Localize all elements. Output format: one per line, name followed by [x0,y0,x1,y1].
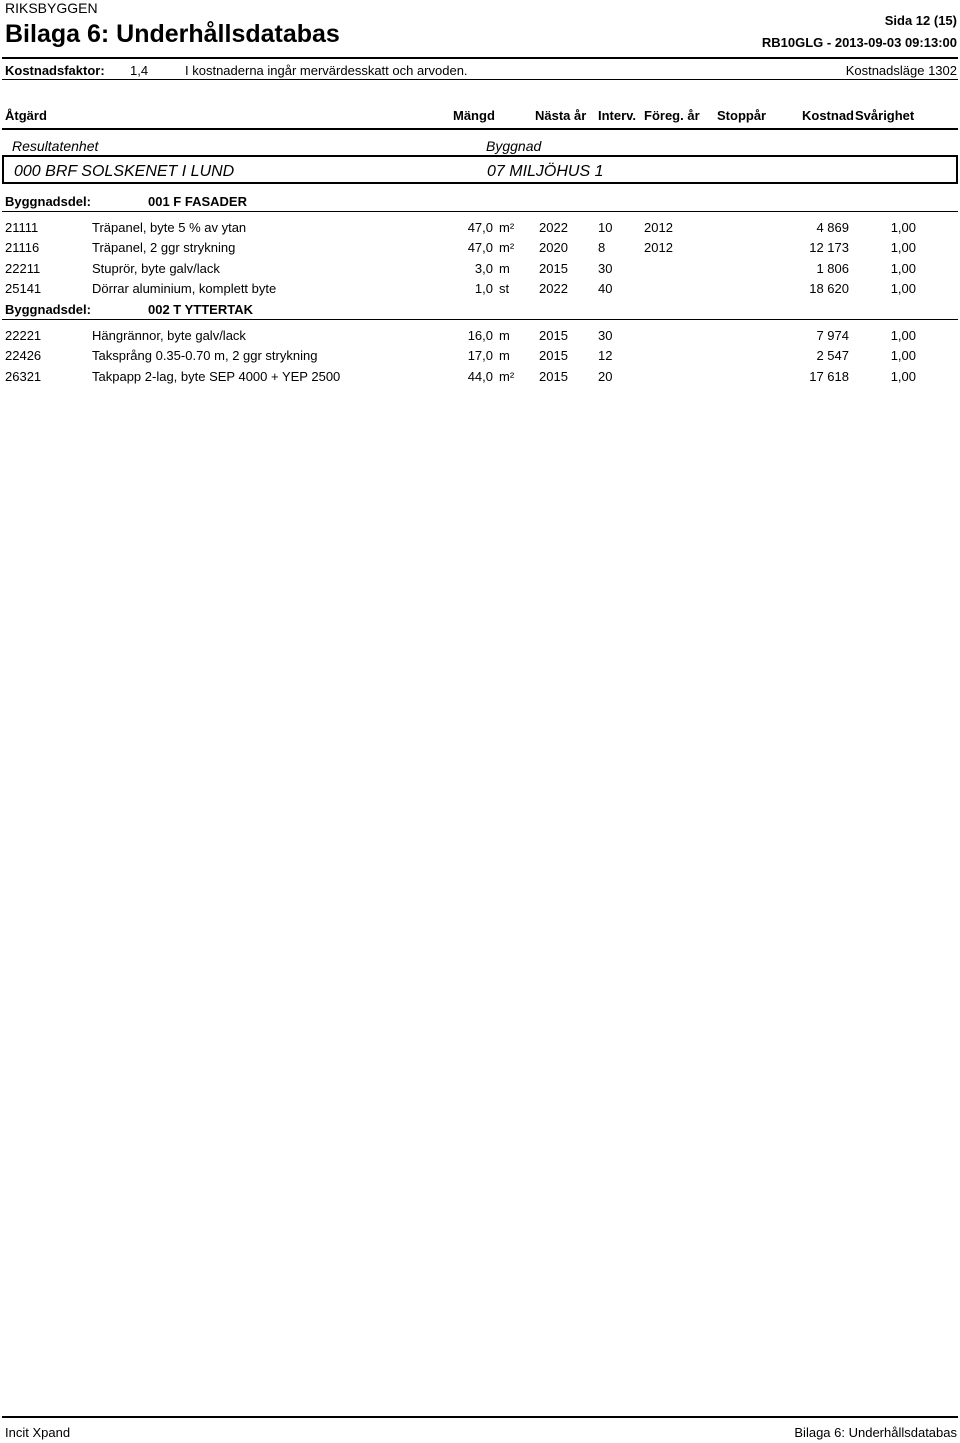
row-interval: 10 [598,220,613,235]
row-description: Takpapp 2-lag, byte SEP 4000 + YEP 2500 [92,369,341,384]
row-interval: 20 [598,369,613,384]
building-part-name: 001 F FASADER [148,194,247,209]
result-unit-box [2,155,958,184]
footer-left: Incit Xpand [5,1425,71,1440]
page-title: Bilaga 6: Underhållsdatabas [5,20,340,48]
table-row [0,369,960,389]
row-description: Dörrar aluminium, komplett byte [92,281,277,296]
row-cost: 7 974 [816,328,849,343]
row-next-year: 2022 [539,220,568,235]
row-difficulty: 1,00 [890,261,916,276]
row-unit: m [499,328,510,343]
row-code: 22426 [5,348,42,363]
result-unit-value: 000 BRF SOLSKENET I LUND [14,163,235,180]
cost-factor-value: 1,4 [130,63,149,78]
row-previous-year: 2012 [644,240,673,255]
cost-factor-label: Kostnadsfaktor: [5,63,105,78]
row-unit: m² [499,240,515,255]
row-description: Taksprång 0.35-0.70 m, 2 ggr strykning [92,348,318,363]
row-previous-year: 2012 [644,220,673,235]
row-quantity: 1,0 [474,281,493,296]
row-interval: 30 [598,328,613,343]
row-next-year: 2015 [539,328,568,343]
row-code: 22221 [5,328,42,343]
row-difficulty: 1,00 [890,348,916,363]
column-header-atgard: Åtgärd [5,108,47,123]
row-difficulty: 1,00 [890,369,916,384]
section-divider [2,211,958,212]
page-number: Sida 12 (15) [884,13,957,28]
column-header-nasta-ar: Nästa år [535,108,587,123]
row-description: Träpanel, 2 ggr strykning [92,240,236,255]
row-cost: 1 806 [816,261,849,276]
row-unit: m [499,261,510,276]
row-next-year: 2015 [539,369,568,384]
building-label: Byggnad [486,138,542,154]
row-quantity: 44,0 [467,369,493,384]
row-cost: 4 869 [816,220,849,235]
row-difficulty: 1,00 [890,328,916,343]
cost-level: Kostnadsläge 1302 [845,63,957,78]
row-unit: m² [499,369,515,384]
building-value: 07 MILJÖHUS 1 [487,163,604,180]
row-cost: 18 620 [809,281,849,296]
row-next-year: 2015 [539,348,568,363]
row-description: Hängrännor, byte galv/lack [92,328,246,343]
building-part-label: Byggnadsdel: [5,194,91,209]
table-row [0,328,960,348]
header-divider [2,57,958,59]
report-id: RB10GLG - 2013-09-03 09:13:00 [761,35,957,50]
row-cost: 2 547 [816,348,849,363]
table-row [0,261,960,281]
column-header-svarighet: Svårighet [855,108,915,123]
row-difficulty: 1,00 [890,281,916,296]
vat-note: I kostnaderna ingår mervärdesskatt och arvoden. [185,63,468,78]
footer-divider [2,1416,958,1418]
result-unit-label: Resultatenhet [12,138,99,154]
row-cost: 12 173 [809,240,849,255]
building-part-name: 002 T YTTERTAK [148,302,253,317]
row-interval: 30 [598,261,613,276]
row-next-year: 2022 [539,281,568,296]
column-header-divider [2,128,958,130]
row-interval: 8 [598,240,606,255]
row-quantity: 3,0 [474,261,493,276]
row-next-year: 2015 [539,261,568,276]
row-description: Träpanel, byte 5 % av ytan [92,220,247,235]
row-code: 21111 [5,220,39,235]
row-cost: 17 618 [809,369,849,384]
row-unit: st [499,281,510,296]
building-part-label: Byggnadsdel: [5,302,91,317]
row-quantity: 17,0 [467,348,493,363]
row-quantity: 47,0 [467,220,493,235]
table-row [0,220,960,240]
footer-right: Bilaga 6: Underhållsdatabas [794,1425,957,1440]
column-header-stoppar: Stoppår [717,108,767,123]
column-header-interv: Interv. [598,108,637,123]
row-unit: m [499,348,510,363]
row-quantity: 16,0 [467,328,493,343]
column-header-foreg-ar: Föreg. år [644,108,700,123]
cost-divider [2,79,958,80]
row-interval: 12 [598,348,613,363]
row-description: Stuprör, byte galv/lack [92,261,220,276]
table-row [0,281,960,301]
table-row [0,240,960,260]
row-difficulty: 1,00 [890,220,916,235]
section-divider [2,319,958,320]
table-row [0,348,960,368]
column-header-kostnad: Kostnad [802,108,854,123]
row-unit: m² [499,220,515,235]
column-header-mangd: Mängd [453,108,495,123]
company-name: RIKSBYGGEN [5,0,98,16]
row-next-year: 2020 [539,240,568,255]
row-code: 26321 [5,369,42,384]
row-code: 25141 [5,281,42,296]
row-quantity: 47,0 [467,240,493,255]
row-code: 21116 [5,240,40,255]
row-interval: 40 [598,281,613,296]
row-code: 22211 [5,261,41,276]
row-difficulty: 1,00 [890,240,916,255]
